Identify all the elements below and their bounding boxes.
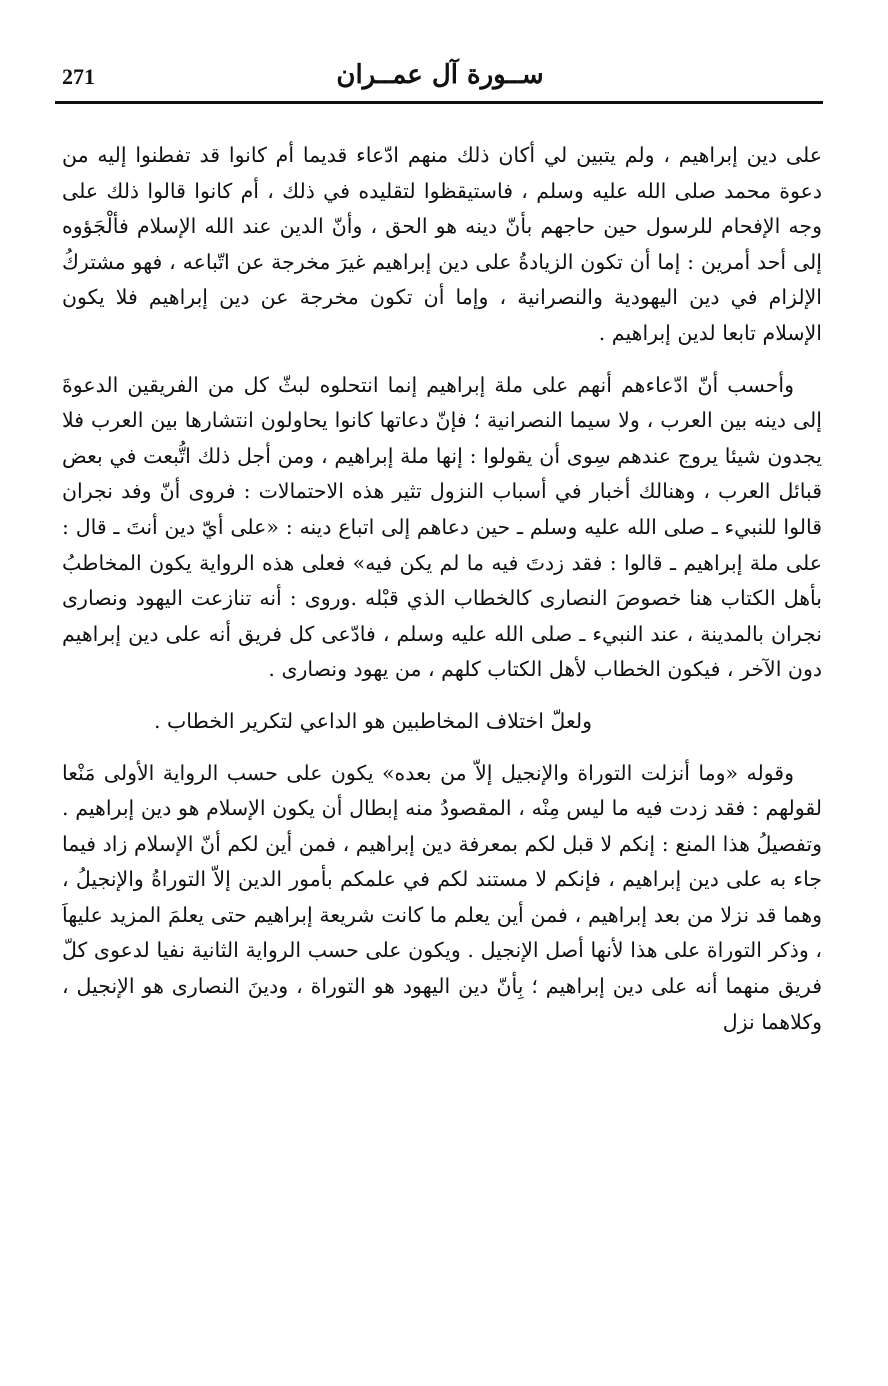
page-header (60, 58, 820, 102)
paragraph-2: وأحسب أنّ ادّعاءهم أنهم على ملة إبراهيم إنما انتحلوه لبثّ كل من الفريقين الدعوةَ إلى دينه بين العرب ، ولا سيما النصرانية ؛ فإنّ دعاتها كانوا يحاولون انتشارها بين العرب فلا يجدون شيئا يروج عندهم سِوى أن يقولوا : إنها ملة إبراهيم ، ومن أجل ذلك اتُّبعت في بعض قبائل العرب ، وهنالك أخبار في أسباب النزول تثير هذه الاحتمالات : فروى أنّ وفد نجران قالوا للنبيء ـ صلى الله عليه وسلم ـ حين دعاهم إلى اتباع دينه : «على أيّ دين أنتَ ـ قال : على ملة إبراهيم ـ قالوا : فقد زدتَ فيه ما لم يكن فيه» فعلى هذه الرواية يكون المخاطبُ بأهل الكتاب هنا خصوصَ النصارى كالخطاب الذي قبْله .وروى : أنه تنازعت اليهود ونصارى نجران بالمدينة ، عند النبيء ـ صلى الله عليه وسلم ، فادّعى كل فريق أنه على دين إبراهيم دون الآخر ، فيكون الخطاب لأهل الكتاب كلهم ، من يهود ونصارى . (62, 372, 822, 682)
paragraph-3: ولعلّ اختلاف المخاطبين هو الداعي لتكرير الخطاب . (153, 708, 592, 733)
header-divider (55, 101, 823, 104)
paragraph-4: وقوله «وما أنزلت التوراة والإنجيل إلاّ من بعده» يكون على حسب الرواية الأولى مَنْعا لقولهم : فقد زدت فيه ما ليس مِنْه ، المقصودُ منه إبطال أن يكون الإسلام هو دين إبراهيم . وتفصيلُ هذا المنع : إنكم لا قبل لكم بمعرفة دين إبراهيم ، فمن أين لكم أنّ الإسلام زاد فيما جاء به على دين إبراهيم ، فإنكم لا مستند لكم في علمكم بأمور الدين إلاّ التوراةُ والإنجيلُ ، وهما قد نزلا من بعد إبراهيم ، فمن أين يعلم ما كانت شريعة إبراهيم حتى يعلمَ المزيد عليهاَ ، وذكر التوراة على هذا لأنها أصل الإنجيل . ويكون على حسب الرواية الثانية نفيا لدعوى كلّ فريق منهما أنه على دين إبراهيم ؛ بِأنّ دين اليهود هو التوراة ، ودينَ النصارى هو الإنجيل ، وكلاهما نزل (62, 760, 822, 1034)
page-number: 271 (62, 64, 95, 89)
paragraph-1: على دين إبراهيم ، ولم يتبين لي أكان ذلك منهم ادّعاء قديما أم كانوا قد تفطنوا إليه من دعوة محمد صلى الله عليه وسلم ، فاستيقظوا لتقليده في ذلك ، أم كانوا قالوا ذلك على وجه الإفحام للرسول حين حاجهم بأنّ دينه هو الحق ، وأنّ الدين عند الله الإسلام فألْجَؤوه إلى أحد أمرين : إما أن تكون الزيادةُ على دين إبراهيم غيرَ مخرجة عن اتّباعه ، فهو مشتركُ الإلزام في دين اليهودية والنصرانية ، وإما أن تكون مخرجة عن دين إبراهيم فلا يكون الإسلام تابعا لدين إبراهيم . (62, 143, 822, 345)
page-body (62, 138, 822, 1040)
surah-title: ســورة آل عمــران (336, 60, 544, 90)
